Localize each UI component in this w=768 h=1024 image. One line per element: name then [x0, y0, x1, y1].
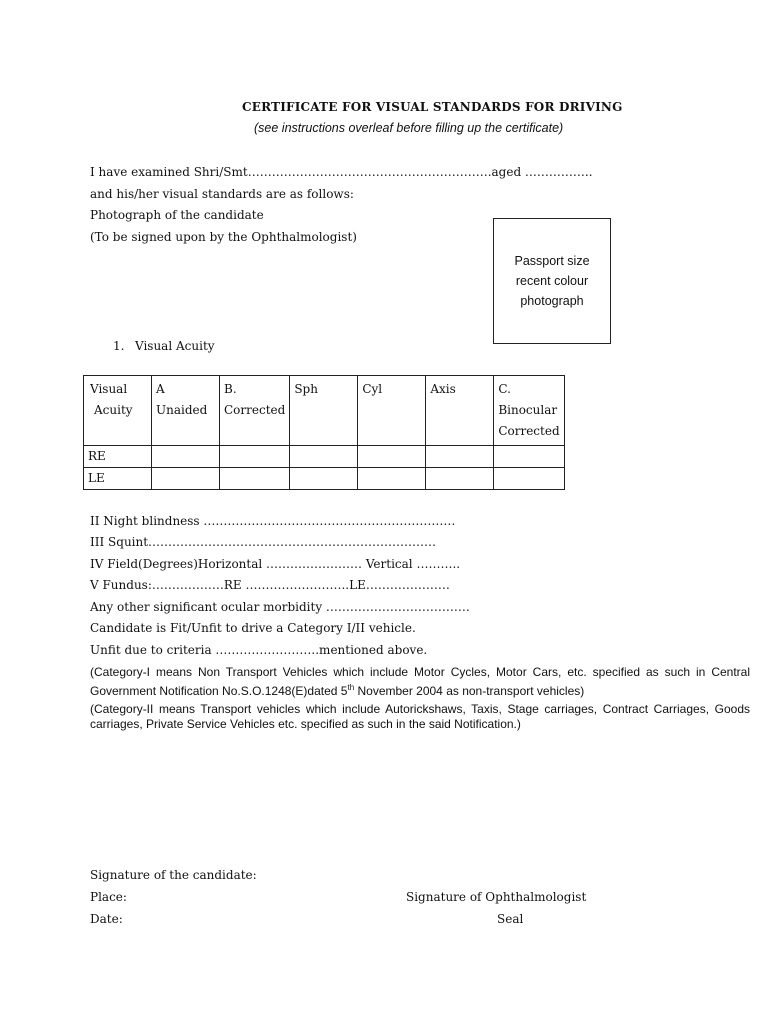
- table-cell[interactable]: [494, 468, 564, 490]
- examined-line: I have examined Shri/Smt…………………………………………………….aged ……………..: [90, 165, 593, 179]
- seal-label: Seal: [497, 912, 524, 926]
- header-text: Corrected: [224, 403, 286, 417]
- header-text: Corrected: [498, 424, 560, 438]
- header-cell-unaided: [152, 376, 220, 446]
- header-cell-binocular: [494, 376, 564, 446]
- header-text: Visual: [90, 382, 128, 396]
- header-cell-sph: [290, 376, 358, 446]
- note-text: (Category-I means Non Transport Vehicles which include Motor Cycles, Motor Cars, etc. specified as such in Central Government Notification No.S.O.1248(E)dated 5: [90, 665, 750, 698]
- category-2-note: (Category-II means Transport vehicles which include Autorickshaws, Taxis, Stage carriages, Contract Carriages, Goods carriages, Private Service Vehicles etc. specified as such in the said Notification.): [90, 702, 750, 731]
- ophthalmologist-signature-label: Signature of Ophthalmologist: [406, 890, 587, 904]
- header-text: Acuity: [94, 403, 133, 417]
- visual-field-field: IV Field(Degrees)Horizontal …………………… Vertical ………..: [90, 557, 461, 571]
- passport-photo-box: [493, 218, 611, 344]
- header-text: Binocular: [498, 403, 558, 417]
- header-text: Sph: [294, 382, 318, 396]
- header-text: C.: [498, 382, 511, 396]
- header-cell-corrected: [220, 376, 290, 446]
- unfit-criteria-field: Unfit due to criteria ……………………..mentioned above.: [90, 643, 428, 657]
- photo-box-line: photograph: [520, 294, 584, 308]
- photo-box-line: Passport size: [514, 254, 590, 268]
- table-header-row: [84, 376, 565, 446]
- certificate-title: CERTIFICATE FOR VISUAL STANDARDS FOR DRIVING: [242, 100, 623, 114]
- fundus-field: V Fundus:………………RE ……………………..LE…………………: [90, 578, 450, 592]
- header-text: Unaided: [156, 403, 208, 417]
- fit-unfit-statement: Candidate is Fit/Unfit to drive a Category I/II vehicle.: [90, 621, 416, 635]
- header-text: Cyl: [362, 382, 383, 396]
- visual-standards-line: and his/her visual standards are as follows:: [90, 187, 354, 201]
- squint-field: III Squint………………………………………………………………: [90, 535, 437, 549]
- table-cell[interactable]: [358, 468, 426, 490]
- date-label: Date:: [90, 912, 123, 926]
- table-cell[interactable]: [152, 468, 220, 490]
- row-label: LE: [84, 468, 152, 490]
- note-text: November 2004 as non-transport vehicles): [354, 684, 585, 698]
- table-cell[interactable]: [290, 446, 358, 468]
- header-cell-axis: [426, 376, 494, 446]
- signed-note: (To be signed upon by the Ophthalmologist): [90, 230, 357, 244]
- header-cell-cyl: [358, 376, 426, 446]
- table-cell[interactable]: [152, 446, 220, 468]
- photograph-label: Photograph of the candidate: [90, 208, 264, 222]
- table-cell[interactable]: [494, 446, 564, 468]
- table-row-re: [84, 446, 565, 468]
- header-text: A: [156, 382, 165, 396]
- section-visual-acuity-label: Visual Acuity: [135, 339, 215, 353]
- certificate-subtitle: (see instructions overleaf before filling up the certificate): [254, 121, 564, 135]
- header-cell-visual-acuity: [84, 376, 152, 446]
- row-label: RE: [84, 446, 152, 468]
- table-cell[interactable]: [290, 468, 358, 490]
- table-cell[interactable]: [220, 446, 290, 468]
- table-row-le: [84, 468, 565, 490]
- table-cell[interactable]: [358, 446, 426, 468]
- note-superscript: th: [347, 683, 355, 692]
- place-label: Place:: [90, 890, 127, 904]
- table-cell[interactable]: [220, 468, 290, 490]
- night-blindness-field: II Night blindness ………………………………………………………: [90, 514, 456, 528]
- table-cell[interactable]: [426, 468, 494, 490]
- category-1-note: [90, 665, 750, 699]
- header-text: B.: [224, 382, 237, 396]
- visual-acuity-table: [83, 375, 565, 490]
- ocular-morbidity-field: Any other significant ocular morbidity ………………………………: [90, 600, 470, 614]
- candidate-signature-label: Signature of the candidate:: [90, 868, 257, 882]
- table-cell[interactable]: [426, 446, 494, 468]
- header-text: Axis: [430, 382, 456, 396]
- photo-box-line: recent colour: [515, 274, 589, 288]
- section-number: 1.: [113, 339, 125, 353]
